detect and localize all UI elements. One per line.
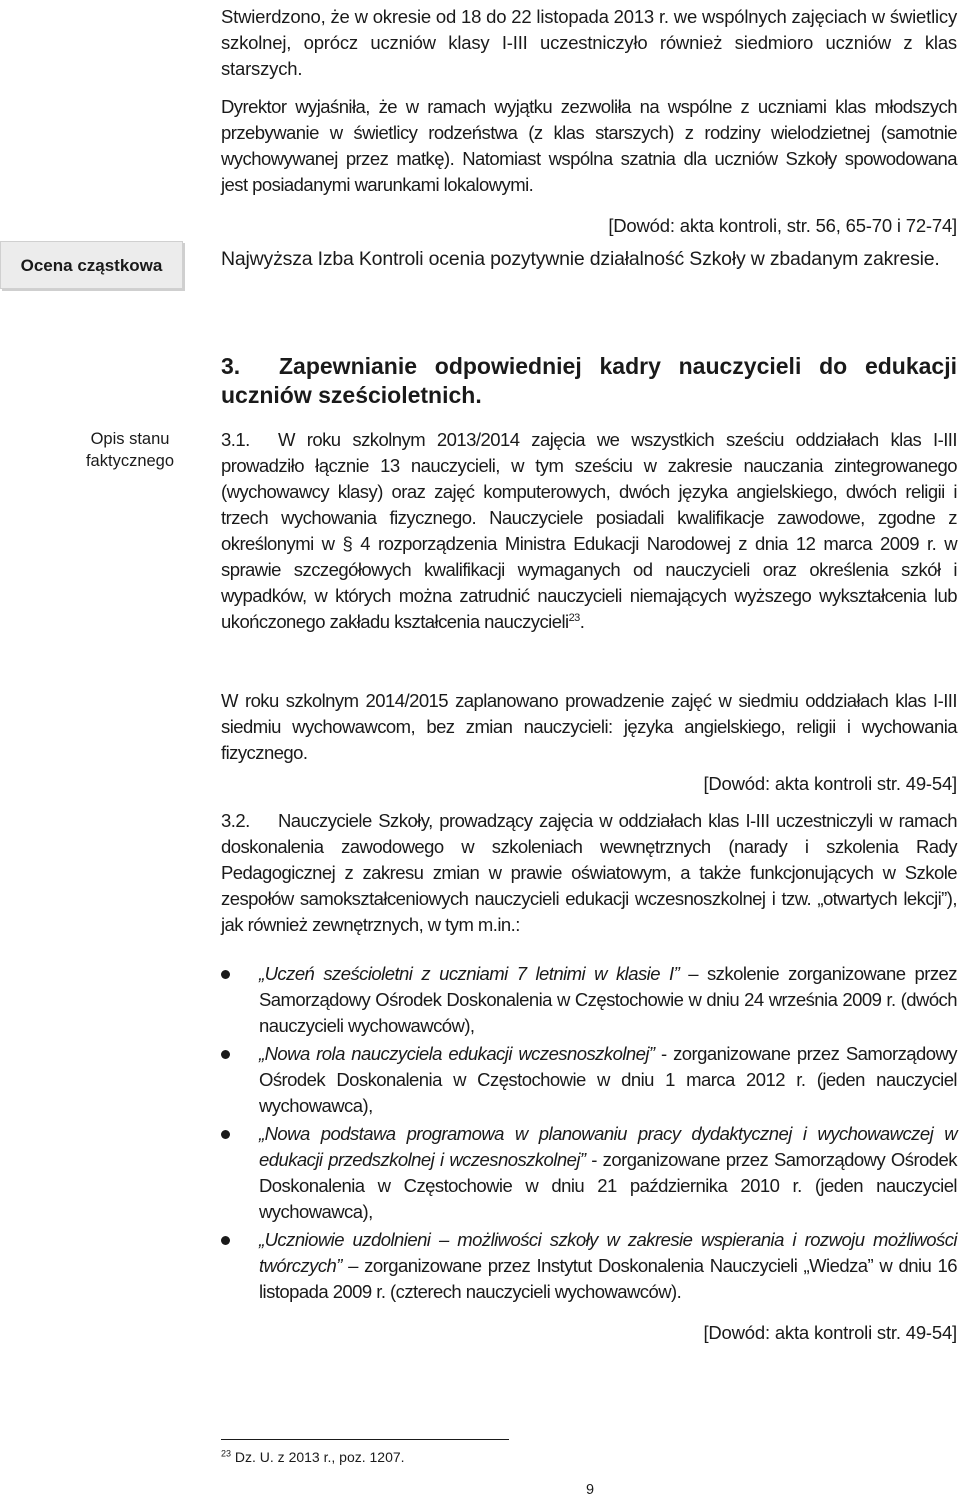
footnote-number: 23	[221, 1448, 232, 1459]
subsection-3-1	[221, 427, 957, 635]
list-item	[221, 1041, 957, 1119]
opis-label-line1: Opis stanu	[90, 430, 170, 448]
training-title: „Nowa podstawa programowa w planowaniu pracy dydaktycznej i wychowawczej w edukacji przedszkolnej i wczesnoszkolnej”	[259, 1123, 957, 1170]
top-paragraph-1	[221, 4, 957, 82]
section-3-heading	[221, 352, 957, 410]
page-number: 9	[585, 1482, 595, 1498]
paragraph-text: Stwierdzono, że w okresie od 18 do 22 listopada 2013 r. we wspólnych zajęciach w świetlicy szkolnej, oprócz uczniów klasy I-III uczestniczyło również siedmioro uczniów z klas starszych.	[221, 6, 957, 79]
list-item	[221, 961, 957, 1039]
bullet-icon	[221, 970, 230, 979]
bullet-icon	[221, 1130, 230, 1139]
subsection-3-2	[221, 808, 957, 938]
assessment-text: Najwyższa Izba Kontroli ocenia pozytywnie działalność Szkoły w zbadanym zakresie.	[221, 248, 940, 270]
subsection-text: W roku szkolnym 2013/2014 zajęcia we wszystkich sześciu oddziałach klas I-III prowadziło łącznie 13 nauczycieli, w tym sześciu w zakresie nauczania zintegrowanego (wychowawcy klasy) oraz zajęć komputerowych, dwóch języka angielskiego, dwóch religii i trzech wychowania fizycznego. Nauczyciele posiadali kwalifikacje zawodowe, zgodne z określonymi w § 4 rozporządzenia Ministra Edukacji Narodowej z dnia 12 marca 2009 r. w sprawie szczegółowych kwalifikacji wymaganych od nauczycieli oraz określenia szkół i wypadków, w których można zatrudnić nauczycieli niemających wyższego wykształcenia lub ukończonego zakładu kształcenia nauczycieli	[221, 429, 957, 632]
training-list	[221, 961, 957, 1307]
subsection-text: Nauczyciele Szkoły, prowadzący zajęcia w oddziałach klas I-III uczestniczyli w ramach doskonalenia zawodowego w szkoleniach wewnętrznych (narady i szkolenia Rady Pedagogicznej z zakresu zmian w prawie oświatowym, a także funkcjonujących w Szkole zespołów samokształceniowych nauczycieli edukacji wczesnoszkolnej i tzw. „otwartych lekcji”), jak również zewnętrznych, w tym m.in.:	[221, 810, 957, 935]
evidence-text: [Dowód: akta kontroli str. 49-54]	[703, 773, 957, 794]
evidence-1	[221, 213, 957, 239]
opis-stanu-label	[70, 428, 190, 472]
evidence-3	[221, 1320, 957, 1346]
training-title: „Uczniowie uzdolnieni – możliwości szkoły w zakresie wspierania i rozwoju możliwości twórczych”	[259, 1229, 957, 1276]
subsection-3-1-para2	[221, 688, 957, 766]
evidence-text: [Dowód: akta kontroli str. 49-54]	[703, 1322, 957, 1343]
footnote-divider	[221, 1439, 509, 1440]
section-title: Zapewnianie odpowiedniej kadry nauczycieli do edukacji uczniów sześcioletnich.	[221, 353, 957, 408]
paragraph-text: W roku szkolnym 2014/2015 zaplanowano prowadzenie zajęć w siedmiu oddziałach klas I-III siedmiu wychowawcom, bez zmian nauczycieli: języka angielskiego, religii i wychowania fizycznego.	[221, 690, 957, 763]
top-paragraph-2	[221, 94, 957, 198]
subsection-number: 3.2.	[221, 810, 250, 831]
list-item	[221, 1121, 957, 1225]
section-number: 3.	[221, 353, 241, 379]
list-item	[221, 1227, 957, 1305]
footnote-text: Dz. U. z 2013 r., poz. 1207.	[231, 1449, 405, 1465]
training-details: – szkolenie zorganizowane przez Samorządowy Ośrodek Doskonalenia w Częstochowie w dniu 24 września 2009 r. (dwóch nauczycieli wychowawców),	[259, 963, 957, 1036]
subsection-number: 3.1.	[221, 429, 250, 450]
evidence-2	[221, 771, 957, 797]
training-details: - zorganizowane przez Samorządowy Ośrodek Doskonalenia w Częstochowie w dniu 1 marca 2012 r. (jeden nauczyciel wychowawca),	[259, 1043, 957, 1116]
footnote	[221, 1448, 405, 1466]
training-details: – zorganizowane przez Instytut Doskonalenia Nauczycieli „Wiedza” w dniu 16 listopada 2009 r. (czterech nauczycieli wychowawców).	[259, 1255, 957, 1302]
training-title: „Uczeń sześcioletni z uczniami 7 letnimi w klasie I”	[259, 963, 680, 984]
bullet-icon	[221, 1236, 230, 1245]
paragraph-text: Dyrektor wyjaśniła, że w ramach wyjątku zezwoliła na wspólne z uczniami klas młodszych przebywanie w świetlicy rodzeństwa (z klas starszych) z rodziny wielodzietnej (samotnie wychowywanej przez matkę). Natomiast wspólna szatnia dla uczniów Szkoły spowodowana jest posiadanymi warunkami lokalowymi.	[221, 96, 957, 195]
evidence-text: [Dowód: akta kontroli, str. 56, 65-70 i 72-74]	[608, 215, 957, 236]
opis-label-line2: faktycznego	[85, 452, 175, 470]
training-title: „Nowa rola nauczyciela edukacji wczesnoszkolnej”	[259, 1043, 655, 1064]
bullet-icon	[221, 1050, 230, 1059]
ocena-czastkowa-label: Ocena cząstkowa	[0, 241, 183, 289]
training-details: - zorganizowane przez Samorządowy Ośrodek Doskonalenia w Częstochowie w dniu 21 października 2010 r. (jeden nauczyciel wychowawca),	[259, 1149, 957, 1222]
assessment-paragraph	[221, 246, 957, 273]
text-end: .	[579, 611, 585, 632]
footnote-ref[interactable]: 23	[568, 611, 580, 624]
